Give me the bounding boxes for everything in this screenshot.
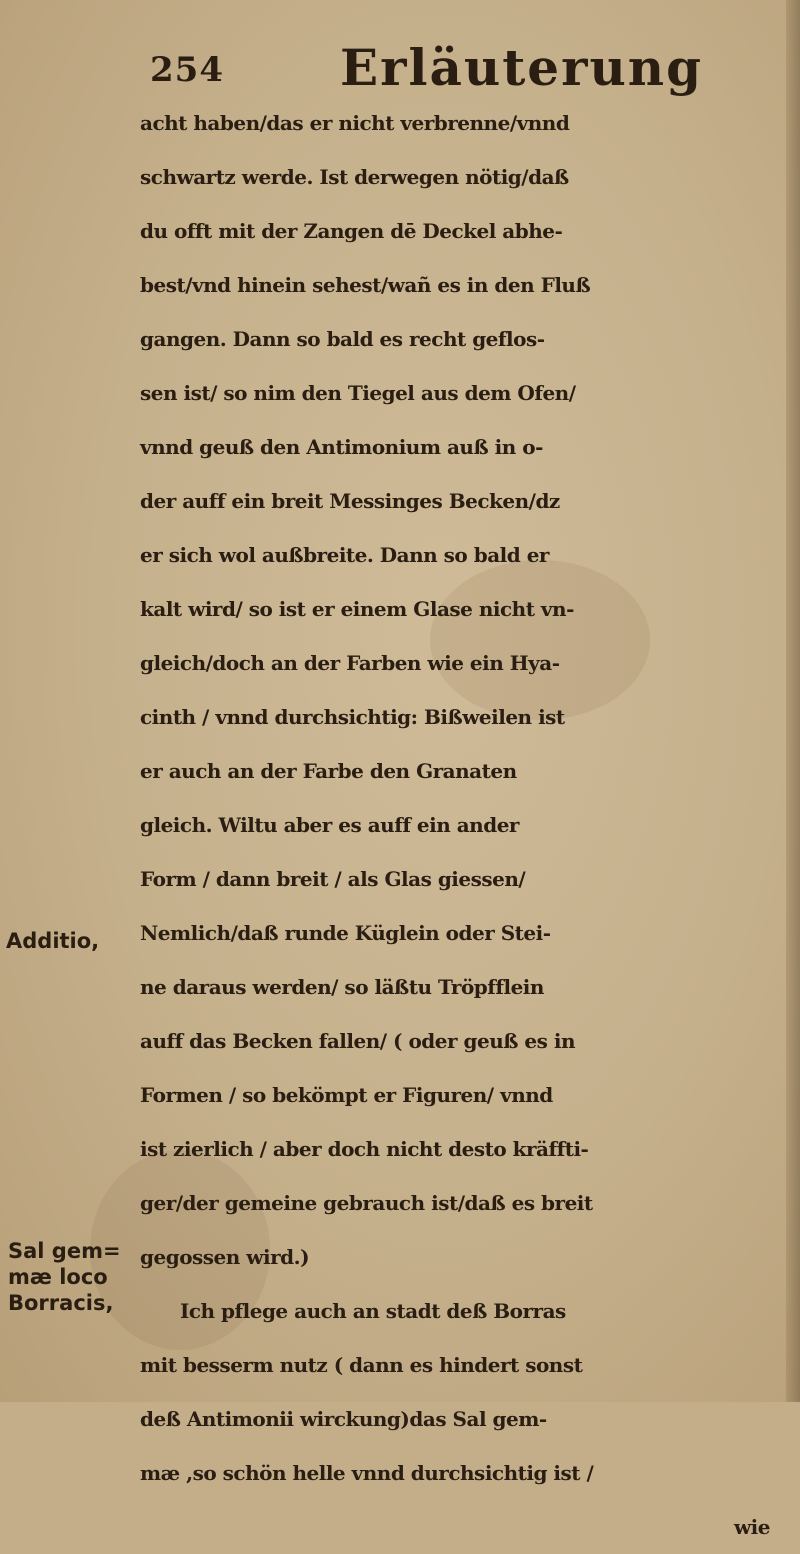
margin-note-line: mæ loco	[8, 1265, 108, 1289]
text-line: cinth / vnnd durchsichtig: Bißweilen ist	[140, 705, 565, 729]
text-line: gegossen wird.)	[140, 1245, 310, 1269]
running-title: Erläuterung	[340, 38, 704, 97]
text-line: gleich/doch an der Farben wie ein Hya-	[140, 651, 560, 675]
margin-note-additio: Additio,	[6, 929, 100, 953]
text-line: Nemlich/daß runde Küglein oder Stei-	[140, 921, 551, 945]
text-line: Formen / so bekömpt er Figuren/ vnnd	[140, 1083, 553, 1107]
text-line: vnnd geuß den Antimonium auß in o-	[140, 435, 543, 459]
text-line: Ich pflege auch an stadt deß Borras	[180, 1299, 566, 1323]
text-line: ne daraus werden/ so läßtu Tröpfflein	[140, 975, 544, 999]
catchword: wie	[733, 1515, 770, 1539]
margin-note-line: Borracis,	[8, 1291, 114, 1315]
text-line: mit besserm nutz ( dann es hindert sonst	[140, 1353, 583, 1377]
main-text-block	[140, 96, 790, 1554]
text-line: mæ ,so schön helle vnnd durchsichtig ist /	[140, 1461, 594, 1485]
text-line: Form / dann breit / als Glas giessen/	[140, 867, 526, 891]
text-line: acht haben/das er nicht verbrenne/vnnd	[140, 111, 570, 135]
margin-note-sal-gemmae	[8, 1238, 121, 1316]
text-line: gangen. Dann so bald es recht geflos-	[140, 327, 545, 351]
text-line: der auff ein breit Messinges Becken/dz	[140, 489, 560, 513]
page-number: 254	[150, 50, 224, 90]
text-line: schwartz werde. Ist derwegen nötig/daß	[140, 165, 569, 189]
text-line: kalt wird/ so ist er einem Glase nicht vn-	[140, 597, 574, 621]
text-line: ger/der gemeine gebrauch ist/daß es breit	[140, 1191, 593, 1215]
text-line: gleich. Wiltu aber es auff ein ander	[140, 813, 519, 837]
text-line: ist zierlich / aber doch nicht desto kräffti-	[140, 1137, 589, 1161]
margin-note-line: Sal gem=	[8, 1239, 121, 1263]
text-line: sen ist/ so nim den Tiegel aus dem Ofen/	[140, 381, 576, 405]
margin-notes	[0, 0, 140, 1402]
page-header	[150, 38, 750, 98]
text-line: du offt mit der Zangen dē Deckel abhe-	[140, 219, 563, 243]
text-line: er auch an der Farbe den Granaten	[140, 759, 517, 783]
text-line: er sich wol außbreite. Dann so bald er	[140, 543, 549, 567]
text-line: deß Antimonii wirckung)das Sal gem-	[140, 1407, 547, 1431]
text-line: best/vnd hinein sehest/wañ es in den Fluß	[140, 273, 591, 297]
text-line: auff das Becken fallen/ ( oder geuß es in	[140, 1029, 575, 1053]
